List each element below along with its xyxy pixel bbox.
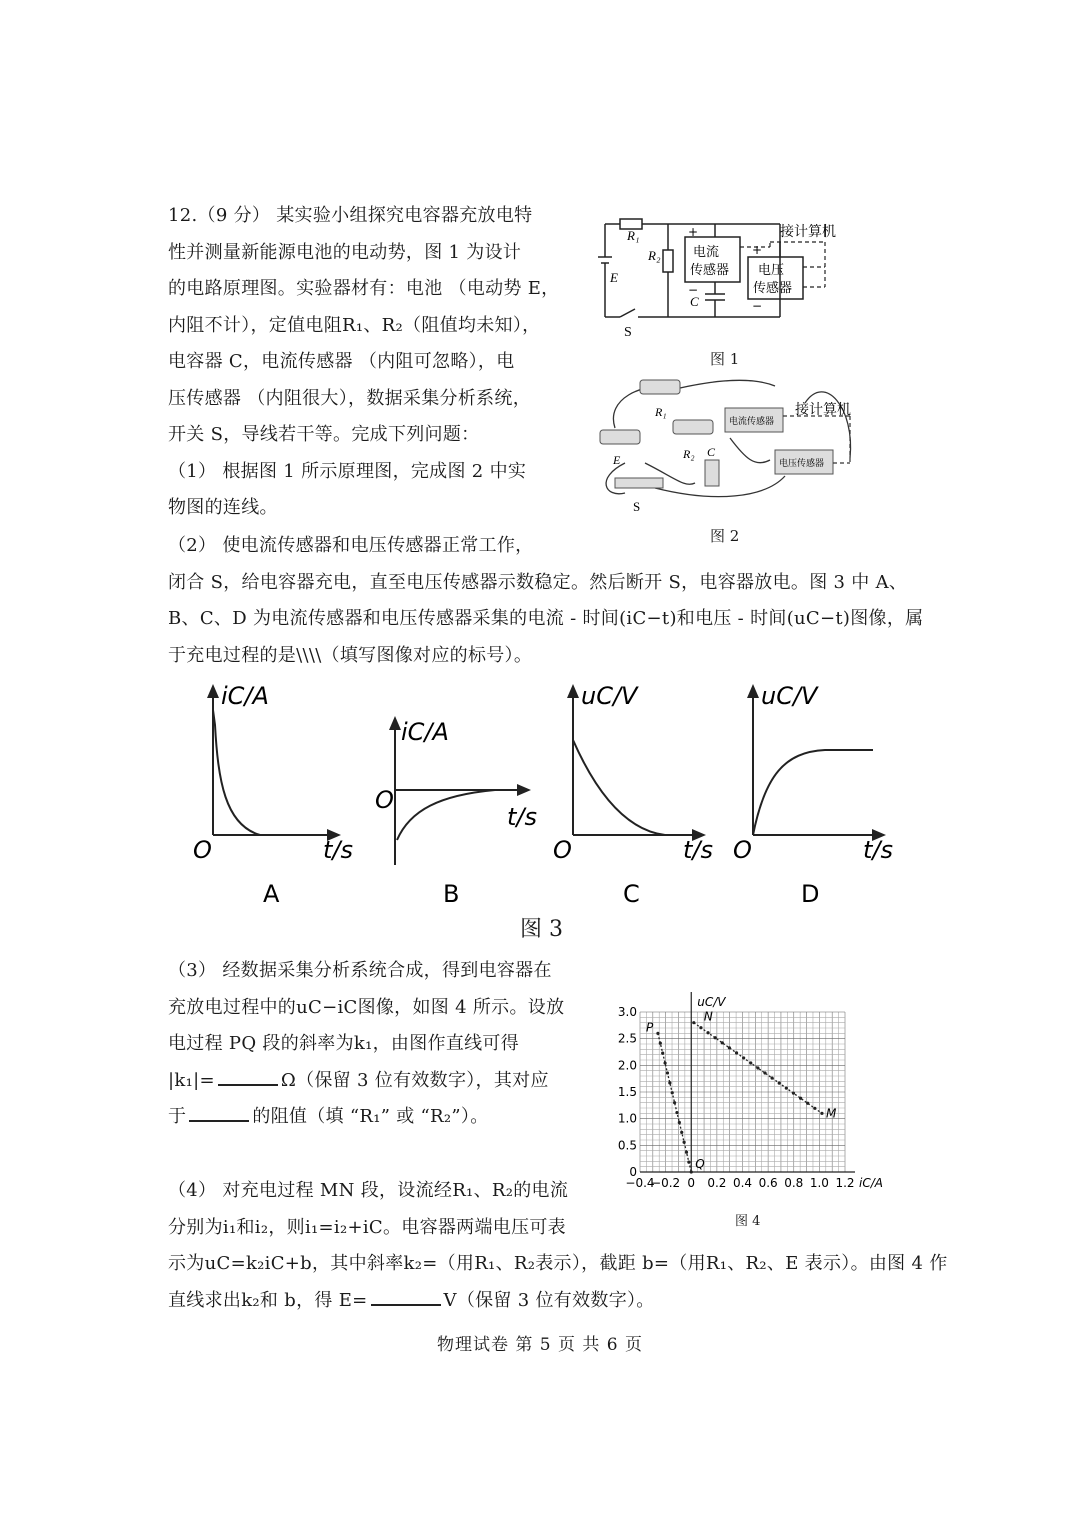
series-point-mn	[735, 1051, 738, 1054]
fig1-label-r2: R₂	[648, 248, 661, 263]
part3-line: 充放电过程中的uC−iC图像，如图 4 所示。设放	[168, 996, 565, 1018]
part1-line: （1） 根据图 1 所示原理图，完成图 2 中实	[168, 460, 527, 482]
y-tick-label: 0	[629, 1165, 637, 1179]
x-tick-label: 0.4	[732, 1176, 753, 1190]
series-point-pq	[683, 1141, 686, 1144]
question-part3	[168, 953, 578, 1136]
part4-line: （4） 对充电过程 MN 段，设流经R₁、R₂的电流	[168, 1180, 569, 1201]
fig1-voltage-sensor-label: 传感器	[753, 281, 793, 296]
page-footer: 物理试卷 第 5 页 共 6 页	[436, 1335, 644, 1355]
fig2-label-r2: R₂	[683, 447, 695, 461]
series-point-pq	[687, 1160, 690, 1163]
series-point-mn	[728, 1046, 731, 1049]
fig1-voltage-sensor-label: 电压	[758, 263, 785, 278]
fig3a-xlabel: t/s	[323, 836, 353, 864]
part3-text: Ω（保留 3 位有效数字），其对应	[280, 1069, 549, 1091]
fig3b-ylabel: iC/A	[401, 718, 449, 746]
figure4-chart	[600, 980, 890, 1200]
y-axis-label: uC/V	[697, 995, 726, 1009]
x-tick-label: −0.2	[651, 1176, 681, 1190]
figure4-caption: 图 4	[735, 1214, 761, 1229]
fig3a-label: A	[263, 880, 280, 908]
svg-text:−: −	[752, 299, 763, 313]
series-point-pq	[663, 1061, 666, 1064]
figure3-graphs	[185, 680, 905, 910]
fig2-label-c: C	[707, 445, 716, 459]
fig3a-origin: O	[193, 836, 212, 864]
fig3c-origin: O	[553, 836, 572, 864]
series-point-mn	[813, 1107, 816, 1110]
intro-line: 某实验小组探究电容器充放电特	[276, 205, 533, 226]
fig2-voltage-sensor-label: 电压传感器	[779, 459, 825, 469]
fig2-label-s: S	[633, 499, 641, 514]
part2-line: B、C、D 为电流传感器和电压传感器采集的电流 - 时间(iC−t)和电压 - 时间(uC−t)图像，属	[168, 608, 924, 629]
series-point-pq	[671, 1091, 674, 1094]
series-point-mn	[771, 1076, 774, 1079]
intro-line: 压传感器 （内阻很大），数据采集分析系统，	[168, 387, 532, 409]
x-tick-label: 0.8	[784, 1176, 804, 1190]
fig3b-xlabel: t/s	[507, 803, 537, 831]
answer-blank-resistor[interactable]	[189, 1106, 249, 1122]
fig1-label-e: E	[610, 270, 618, 285]
series-point-mn	[799, 1097, 802, 1100]
series-point-mn	[785, 1087, 788, 1090]
series-point-mn	[749, 1061, 752, 1064]
fig2-computer-label: 接计算机	[795, 402, 851, 418]
series-point-mn	[763, 1071, 766, 1074]
intro-line: 的电路原理图。实验器材有：电池 （电动势 E，	[168, 278, 560, 299]
figure1-caption: 图 1	[710, 350, 740, 368]
y-tick-label: 0.5	[617, 1138, 637, 1153]
intro-line: 电容器 C，电流传感器 （内阻可忽略），电	[168, 351, 515, 372]
fig2-label-e: E	[613, 453, 621, 467]
series-point-pq	[673, 1101, 676, 1104]
series-point-pq	[666, 1071, 669, 1074]
y-tick-label: 2.5	[617, 1031, 637, 1046]
part2-line: 闭合 S，给电容器充电，直至电压传感器示数稳定。然后断开 S，电容器放电。图 3 中 A、	[168, 571, 908, 593]
x-tick-label: 0	[687, 1176, 696, 1190]
fig1-label-c: C	[690, 294, 699, 309]
series-point-mn	[706, 1031, 709, 1034]
fig3b-origin: O	[375, 786, 394, 814]
fig1-plus: +	[688, 225, 699, 239]
part3-line: （3） 经数据采集分析系统合成，得到电容器在	[168, 960, 552, 981]
fig1-computer-label: 接计算机	[780, 224, 836, 240]
y-tick-label: 1.0	[617, 1111, 637, 1126]
series-point-mn	[756, 1066, 759, 1069]
question-number: 12.	[168, 205, 198, 226]
part2-line: （2） 使电流传感器和电压传感器正常工作，	[168, 535, 534, 556]
figure3-caption: 图 3	[520, 917, 563, 942]
fig2-label-r1: R₁	[655, 405, 667, 419]
fig3a-ylabel: iC/A	[221, 682, 269, 710]
intro-line: 开关 S，导线若干等。完成下列问题：	[168, 424, 480, 445]
series-point-pq	[685, 1151, 688, 1154]
series-point-mn	[820, 1112, 823, 1115]
series-point-mn	[721, 1041, 724, 1044]
fig1-minus: −	[688, 283, 699, 297]
series-point-mn	[714, 1036, 717, 1039]
fig1-current-sensor-label: 电流	[693, 245, 720, 260]
x-axis-label: iC/A	[859, 1176, 883, 1190]
part4-line: 分别为i₁和i₂，则i₁=i₂+iC。电容器两端电压可表	[168, 1216, 566, 1238]
series-point-pq	[680, 1131, 683, 1134]
part2-line: 于充电过程的是\\\\（填写图像对应的标号）。	[168, 644, 533, 666]
intro-line: 内阻不计），定值电阻R₁、R₂（阻值均未知），	[168, 314, 541, 336]
x-tick-label: 0.2	[707, 1176, 727, 1190]
svg-text:+: +	[752, 243, 763, 257]
intro-line: 性并测量新能源电池的电动势，图 1 为设计	[168, 241, 522, 263]
x-tick-label: −0.4	[625, 1176, 655, 1190]
fig3d-xlabel: t/s	[863, 836, 893, 864]
part4-line: 示为uC=k₂iC+b，其中斜率k₂=（用R₁、R₂表示），截距 b=（用R₁、R₂、E 表示）。由图 4 作	[168, 1253, 948, 1274]
point-label-m: M	[825, 1106, 837, 1121]
part3-line: 电过程 PQ 段的斜率为k₁，由图作直线可得	[168, 1033, 520, 1054]
fig1-current-sensor-label: 传感器	[690, 263, 730, 278]
part4-text: V（保留 3 位有效数字）。	[443, 1289, 655, 1311]
figure2-physical-circuit	[585, 368, 865, 518]
fig3c-ylabel: uC/V	[581, 682, 638, 710]
question-part4	[168, 1173, 948, 1319]
point-label-n: N	[703, 1009, 713, 1024]
series-point-pq	[661, 1052, 664, 1055]
fig3d-origin: O	[733, 836, 752, 864]
x-tick-label: 1.0	[809, 1176, 829, 1190]
part3-text: 的阻值（填 “R₁” 或 “R₂”）。	[252, 1106, 489, 1127]
part3-text: 于	[168, 1106, 187, 1127]
figure1-circuit	[590, 212, 860, 342]
fig2-current-sensor-label: 电流传感器	[729, 417, 775, 427]
series-point-mn	[792, 1092, 795, 1095]
fig3d-label: D	[801, 880, 820, 908]
question-intro	[168, 198, 558, 527]
answer-blank-emf[interactable]	[371, 1290, 441, 1306]
series-point-mn	[699, 1026, 702, 1029]
point-label-q: Q	[695, 1157, 705, 1171]
series-point-pq	[659, 1042, 662, 1045]
fig1-label-s: S	[624, 325, 632, 340]
question-part2	[168, 528, 924, 674]
fig3d-ylabel: uC/V	[761, 682, 818, 710]
fig3c-xlabel: t/s	[683, 836, 713, 864]
y-tick-label: 3.0	[617, 1005, 637, 1019]
x-tick-label: 1.2	[835, 1176, 855, 1190]
part3-text: |k₁|=	[168, 1069, 215, 1091]
part1-line: 物图的连线。	[168, 497, 278, 518]
fig3c-label: C	[623, 880, 640, 908]
series-point-mn	[806, 1102, 809, 1105]
fig1-label-r1: R₁	[627, 228, 640, 243]
series-point-mn	[742, 1056, 745, 1059]
point-label-p: P	[645, 1020, 654, 1035]
question-score: （9 分）	[197, 205, 271, 226]
figure2-caption: 图 2	[710, 527, 740, 545]
y-tick-label: 1.5	[617, 1085, 637, 1099]
part4-text: 直线求出k₂和 b，得 E=	[168, 1289, 368, 1311]
fig3b-label: B	[443, 880, 460, 908]
x-tick-label: 0.6	[758, 1176, 778, 1190]
y-tick-label: 2.0	[617, 1058, 637, 1073]
series-point-pq	[678, 1121, 681, 1124]
series-point-pq	[668, 1081, 671, 1084]
series-point-mn	[778, 1082, 781, 1085]
series-point-mn	[692, 1021, 695, 1024]
series-point-pq	[656, 1032, 659, 1035]
series-point-pq	[675, 1111, 678, 1114]
answer-blank-k1[interactable]	[218, 1070, 278, 1086]
